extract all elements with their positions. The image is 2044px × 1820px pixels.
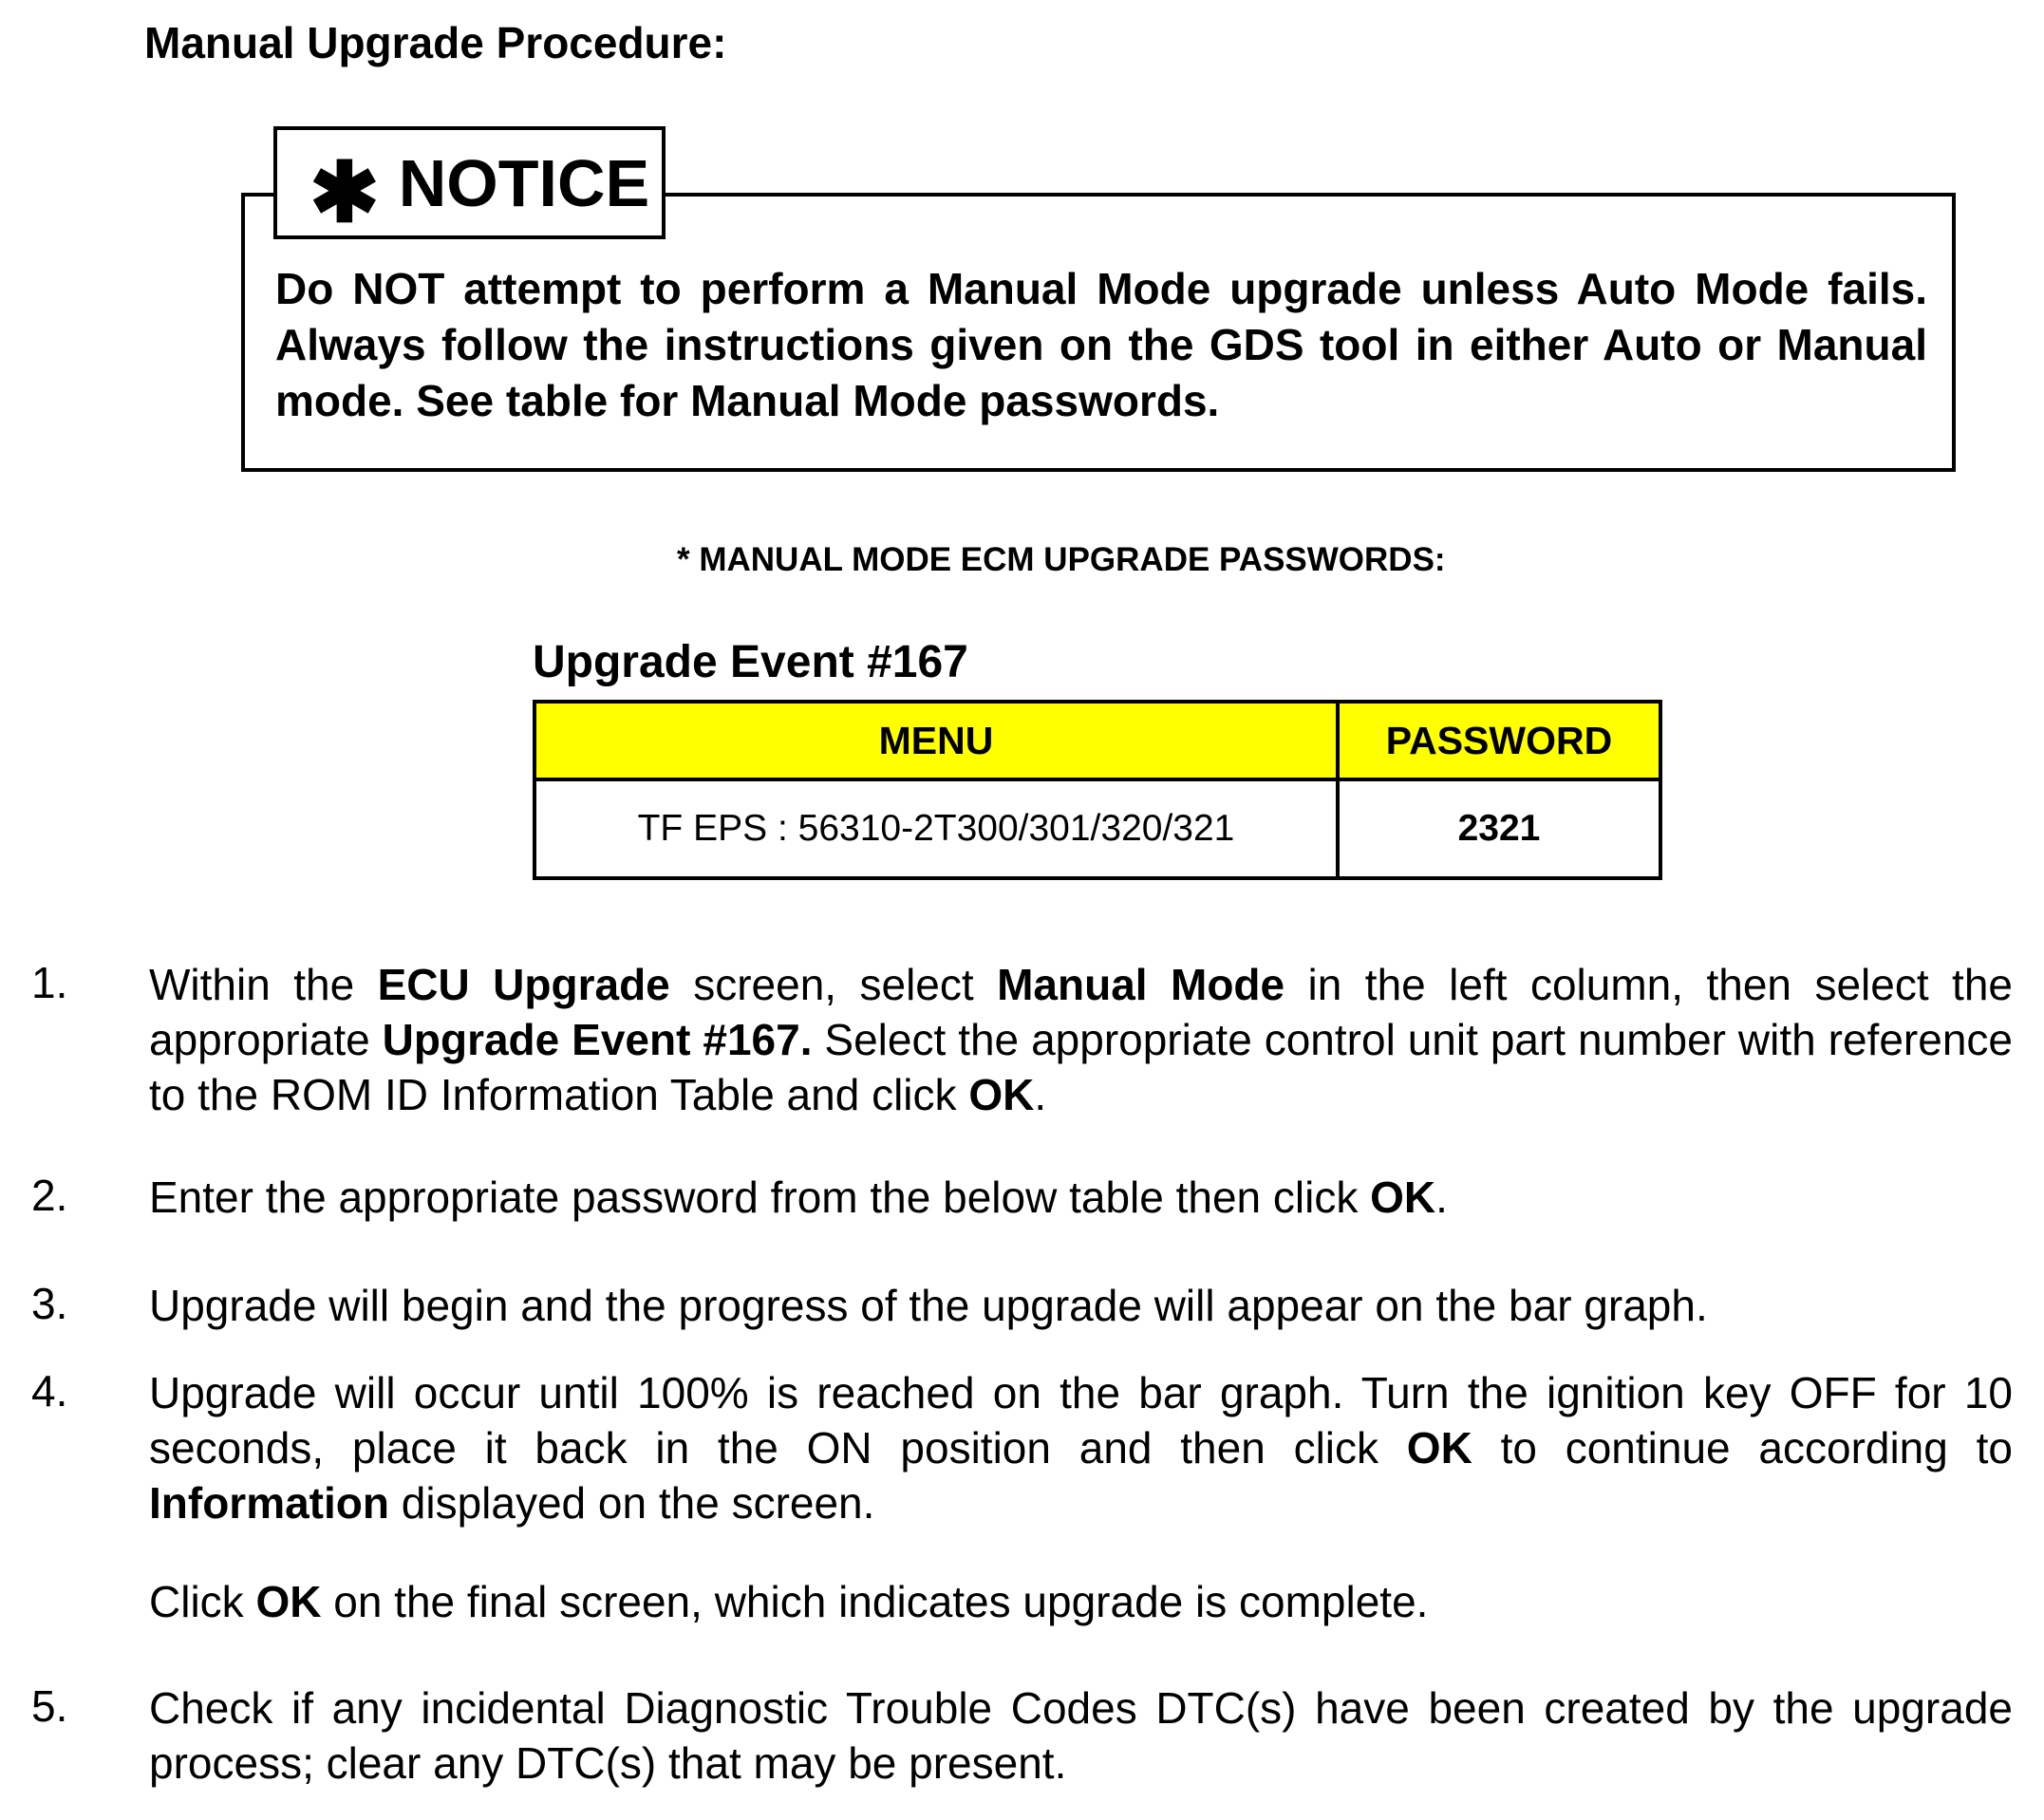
step-4-final-note: Click OK on the final screen, which indicates upgrade is complete.: [149, 1577, 1429, 1626]
table-header-row: [534, 702, 1660, 779]
step-1-number: 1.: [31, 958, 68, 1007]
step-4-text: Upgrade will occur until 100% is reached on the bar graph. Turn the ignition key OFF for 10 seconds, place it back in the ON position and then click OK to continue according to Information displayed on the screen.: [149, 1368, 2013, 1528]
password-table: [533, 700, 1662, 880]
asterisk-icon: ✱: [309, 144, 380, 239]
step-5-text: Check if any incidental Diagnostic Trouble Codes DTC(s) have been created by the upgrade process; clear any DTC(s) that may be present.: [149, 1683, 2013, 1788]
table-row: [534, 779, 1660, 878]
step-3-number: 3.: [31, 1279, 68, 1328]
menu-column-header: MENU: [534, 702, 1338, 779]
menu-cell: TF EPS : 56310-2T300/301/320/321: [534, 779, 1338, 878]
step-3-text: Upgrade will begin and the progress of the upgrade will appear on the bar graph.: [149, 1281, 1708, 1330]
step-1-text: Within the ECU Upgrade screen, select Manual Mode in the left column, then select the appropriate Upgrade Event #167. Select the appropriate control unit part number with reference to the ROM ID Information Table and click OK.: [149, 960, 2013, 1119]
step-4-number: 4.: [31, 1366, 68, 1416]
step-2-text: Enter the appropriate password from the below table then click OK.: [149, 1173, 1448, 1222]
password-cell: 2321: [1338, 779, 1660, 878]
step-2-number: 2.: [31, 1171, 68, 1220]
password-column-header: PASSWORD: [1338, 702, 1660, 779]
upgrade-event-title: Upgrade Event #167: [533, 637, 968, 687]
passwords-caption: * MANUAL MODE ECM UPGRADE PASSWORDS:: [677, 541, 1446, 578]
notice-text: Do NOT attempt to perform a Manual Mode upgrade unless Auto Mode fails. Always follow the instructions given on the GDS tool in either Auto or Manual mode. See table for Manual Mode passwords.: [275, 264, 1927, 425]
step-5-number: 5.: [31, 1681, 68, 1731]
notice-label: [273, 126, 666, 239]
section-title: Manual Upgrade Procedure:: [144, 18, 727, 67]
notice-label-text: NOTICE: [398, 145, 650, 220]
